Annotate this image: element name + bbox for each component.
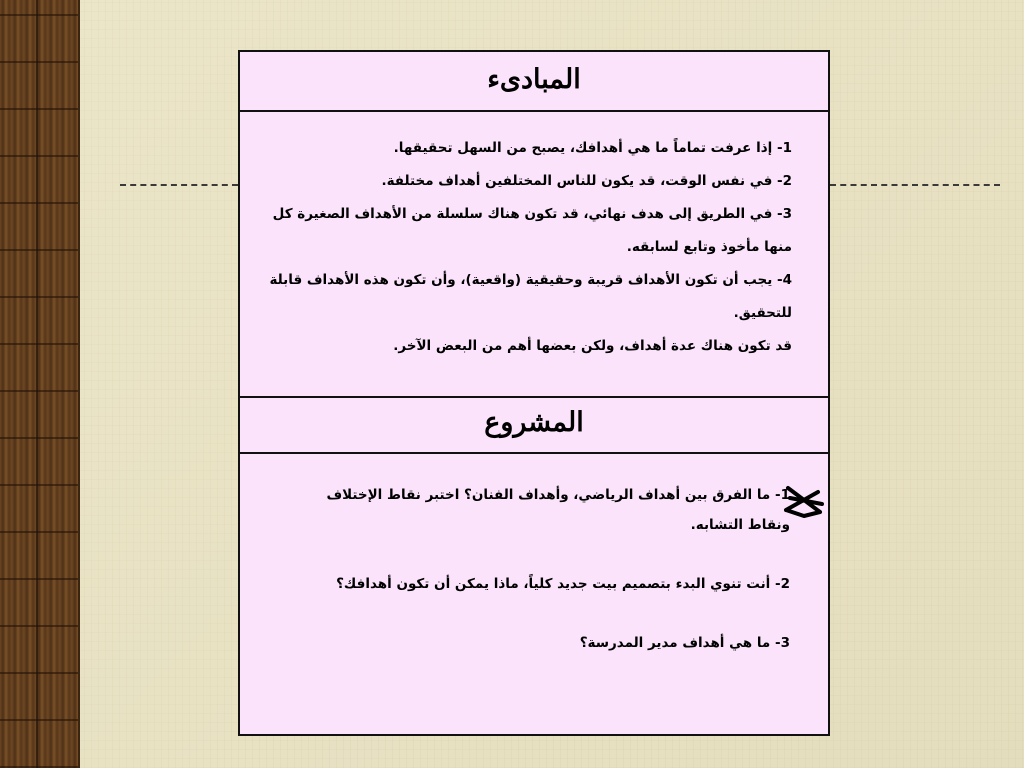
slide-frame <box>238 50 830 736</box>
project-item: 2- أنت تنوي البدء بتصميم بيت جديد كلياً، ماذا يمكن أن تكون أهدافك؟ <box>336 576 790 592</box>
divider <box>240 396 828 398</box>
project-list <box>300 480 790 687</box>
principle-item: قد تكون هناك عدة أهداف، ولكن بعضها أهم من البعض الآخر. <box>393 338 792 354</box>
principles-heading: المبادىء <box>487 64 581 95</box>
principle-item: 1- إذا عرفت تماماً ما هي أهدافك، يصبح من السهل تحقيقها. <box>393 140 792 156</box>
dashed-line-left <box>120 184 238 186</box>
project-item: 3- ما هي أهداف مدير المدرسة؟ <box>579 635 790 651</box>
project-item: 1- ما الفرق بين أهداف الرياضي، وأهداف الفنان؟ اختبر نقاط الإختلاف ونقاط التشابه. <box>326 487 790 533</box>
dashed-line-right <box>830 184 1000 186</box>
divider <box>240 452 828 454</box>
wood-border <box>0 0 80 768</box>
project-heading: المشروع <box>484 407 584 438</box>
principle-item: 3- في الطريق إلى هدف نهائي، قد تكون هناك سلسلة من الأهداف الصغيرة كل منها مأخوذ وتابع لسابقه. <box>272 206 792 255</box>
star-bullet-icon <box>782 482 824 522</box>
principles-list <box>264 132 792 363</box>
divider <box>240 110 828 112</box>
principle-item: 4- يجب أن تكون الأهداف قريبة وحقيقية (واقعية)، وأن تكون هذه الأهداف قابلة للتحقيق. <box>269 272 792 321</box>
principle-item: 2- في نفس الوقت، قد يكون للناس المختلفين أهداف مختلفة. <box>381 173 792 189</box>
